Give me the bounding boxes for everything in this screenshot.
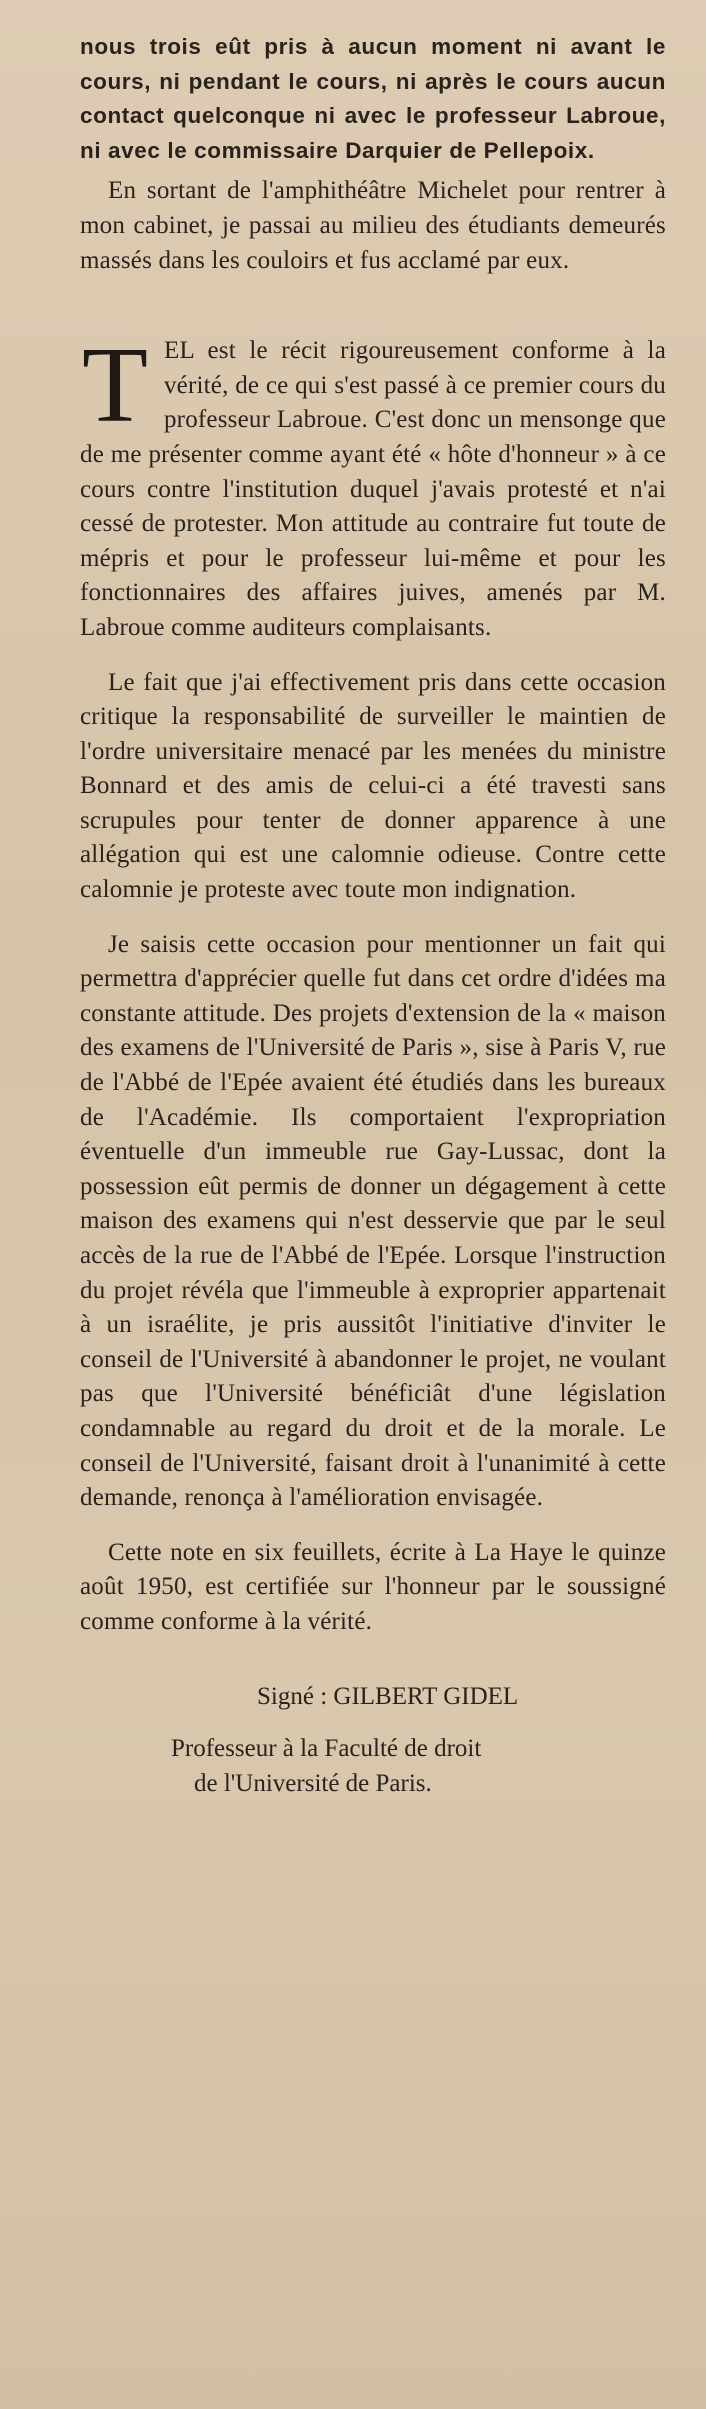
paragraph-note: Cette note en six feuillets, écrite à La Haye le quinze août 1950, est certifiée sur l'honneur par le soussigné comme conforme à la vérité.	[80, 1538, 666, 1635]
signature-title-line2: de l'Université de Paris.	[194, 1769, 432, 1797]
paragraph-recit-block	[80, 326, 666, 645]
paragraph-amphitheatre: En sortant de l'amphithéâtre Michelet pour rentrer à mon cabinet, je passai au milieu des étudiants demeurés massés dans les couloirs et fus acclamé par eux.	[80, 177, 666, 274]
paragraph-saisis: Je saisis cette occasion pour mentionner un fait qui permettra d'apprécier quelle fut dans cet ordre d'idées ma constante attitude. Des projets d'extension de la « maison des examens de l'Université de Paris », sise à Paris V, rue de l'Abbé de l'Epée avaient été étudiés dans les bureaux de l'Académie. Ils comportaient l'expropriation éventuelle d'un immeuble rue Gay-Lussac, dont la possession eût permis de donner un dégagement à cette maison des examens qui n'est desservie que par le seul accès de la rue de l'Abbé de l'Epée. Lorsque l'instruction du projet révéla que l'immeuble à exproprier appartenait à un israélite, je pris aussitôt l'initiative d'inviter le conseil de l'Université à abandonner le projet, ne voulant pas que l'Université bénéficiât d'une législation condamnable au regard du droit et de la morale. Le conseil de l'Université, faisant droit à l'unanimité à cette demande, renonça à l'amélioration envisagée.	[80, 930, 666, 1512]
signature-block	[80, 1680, 666, 1802]
paragraph-fait: Le fait que j'ai effectivement pris dans cette occasion critique la responsabilité de surveiller le maintien de l'ordre universitaire menacé par les menées du ministre Bonnard et des amis de celui-ci a été travesti sans scrupules pour tenter de donner apparence à une allégation qui est une calomnie odieuse. Contre cette calomnie je proteste avec toute mon indignation.	[80, 668, 666, 904]
signature-name: Signé : GILBERT GIDEL	[257, 1682, 519, 1710]
opening-paragraph: nous trois eût pris à aucun moment ni avant le cours, ni pendant le cours, ni après le cours aucun contact quelconque ni avec le professeur Labroue, ni avec le commissaire Darquier de Pellepoix.	[80, 34, 666, 163]
paragraph-recit: EL est le récit rigoureusement conforme à la vérité, de ce qui s'est passé à ce premier cours du professeur Labroue. C'est donc un mensonge que de me présenter comme ayant été « hôte d'honneur » à ce cours contre l'institution duquel j'avais protesté et n'ai cessé de protester. Mon attitude au contraire fut toute de mépris et pour le professeur lui-même et pour les fonctionnaires des affaires juives, amenés par M. Labroue comme auditeurs complaisants.	[80, 337, 666, 641]
drop-cap-letter: T	[82, 326, 148, 446]
signature-title-line1: Professeur à la Faculté de droit	[171, 1735, 482, 1763]
